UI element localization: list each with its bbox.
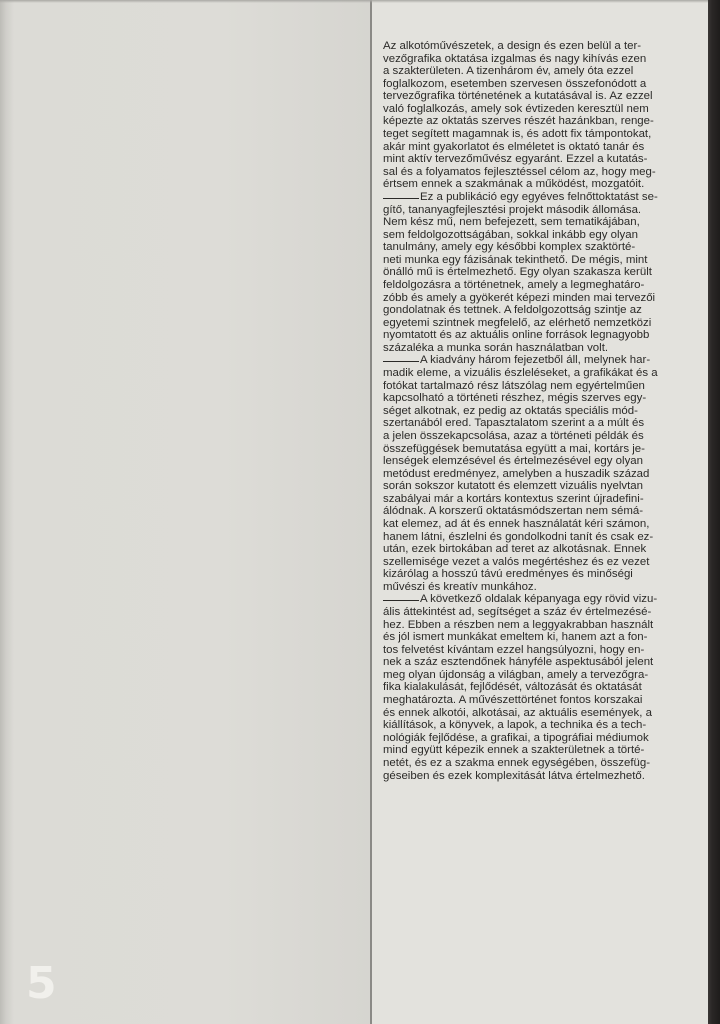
text-line-content: kapcsolható a történeti részhez, mégis szerves egy- (383, 392, 647, 405)
text-line-content: százaléka a munka során használatban volt. (383, 341, 609, 354)
text-line-content: mint aktív tervezőművész egyaránt. Ezzel a kutatás- (383, 153, 648, 166)
text-line-content: ális áttekintést ad, segítséget a száz év értelmezésé- (383, 606, 652, 619)
text-line (383, 480, 705, 493)
text-line (383, 354, 705, 367)
text-line-content: lenségek elemzésével és értelmezésével egy olyan (383, 455, 644, 468)
paragraph-indent-rule (383, 361, 419, 362)
text-line-content: gondolatnak és tettnek. A feldolgozottság szintje az (383, 304, 642, 317)
text-line-content: a jelen összekapcsolása, azaz a történeti példák és (383, 429, 644, 442)
text-line-content: neti munka egy fázisának tekinthető. De mégis, mint (383, 253, 648, 266)
text-line (383, 606, 705, 619)
text-line-content: szellemisége vezet a valós megértéshez és ez vezet (383, 555, 650, 568)
text-line (383, 279, 705, 292)
text-line-content: meghatározta. A művészettörténet fontos korszakai (383, 694, 643, 707)
text-line (383, 493, 705, 506)
text-line-content: Az alkotóművészetek, a design és ezen belül a ter- (383, 40, 642, 52)
text-line-content: metódust eredményez, amelyben a huszadik század (383, 467, 650, 480)
text-line (383, 656, 705, 669)
text-line (383, 681, 705, 694)
top-shadow (0, 0, 708, 3)
text-line-content: zóbb és amely a gyökerét képezi minden mai tervezői (383, 291, 656, 304)
text-line (383, 543, 705, 556)
text-line (383, 141, 705, 154)
text-line-content: foglalkozom, esetemben szervesen összefonódott a (383, 77, 647, 90)
paragraph (383, 40, 705, 191)
text-line-content: önálló mű is értelmezhető. Egy olyan szakasza került (383, 266, 652, 279)
text-line (383, 342, 705, 355)
text-line-content: szertanából ered. Tapasztalatom szerint a a múlt és (383, 417, 645, 430)
text-line (383, 644, 705, 657)
text-line-content: akár mint gyakorlatot és elméletet is oktató tanár és (383, 140, 645, 153)
text-line-content: és ennek alkotói, alkotásai, az aktuális események, a (383, 706, 652, 719)
text-line (383, 417, 705, 430)
text-line-content: netét, és ez a szakma ennek egységében, összefüg- (383, 756, 651, 769)
text-line (383, 292, 705, 305)
text-line (383, 669, 705, 682)
text-line (383, 191, 705, 204)
text-line-content: tervezőgrafika történetének a kutatásával is. Az ezzel (383, 90, 653, 103)
text-line (383, 178, 705, 191)
text-line (383, 304, 705, 317)
text-line-content: géseiben és ezek komplexitását látva értelmezhető. (383, 769, 645, 782)
text-line-content: kat elemez, ad át és ennek használatát kéri számon, (383, 517, 650, 530)
text-line (383, 531, 705, 544)
text-line-content: mind együtt képezik ennek a szakterületnek a törté- (383, 744, 645, 757)
text-line (383, 631, 705, 644)
paragraph (383, 191, 705, 355)
text-line (383, 166, 705, 179)
text-line (383, 317, 705, 330)
text-line (383, 744, 705, 757)
text-line-content: egyetemi szintnek megfelelő, az elérhető nemzetközi (383, 316, 652, 329)
text-line-content: összefüggések bemutatása együtt a mai, kortárs je- (383, 442, 645, 455)
text-line (383, 216, 705, 229)
text-line-content: feldolgozásra a történetnek, amely a legmeghatáro- (383, 278, 645, 291)
text-line (383, 229, 705, 242)
text-line (383, 694, 705, 707)
text-line (383, 65, 705, 78)
page-number: 5 (26, 958, 57, 1009)
text-line (383, 380, 705, 393)
text-line-content: a szakterületen. A tizenhárom év, amely óta ezzel (383, 65, 634, 78)
book-fold (370, 0, 372, 1024)
text-line (383, 443, 705, 456)
text-line (383, 241, 705, 254)
text-line (383, 367, 705, 380)
text-line-content: A kiadvány három fejezetből áll, melynek har- (420, 354, 651, 367)
text-line (383, 455, 705, 468)
text-line-content: művészi és kreatív munkához. (383, 580, 537, 593)
text-line (383, 505, 705, 518)
text-line-content: során sokszor kutatott és elemzett vizuális nyelvtan (383, 480, 644, 493)
text-line (383, 719, 705, 732)
paragraph-indent-rule (383, 600, 419, 601)
text-line-content: hez. Ebben a részben nem a leggyakrabban használt (383, 618, 654, 631)
text-line (383, 732, 705, 745)
text-line (383, 405, 705, 418)
text-line-content: nyomtatott és az aktuális online források legnagyobb (383, 329, 650, 342)
text-line (383, 329, 705, 342)
paragraph-indent-rule (383, 198, 419, 199)
text-line-content: madik eleme, a vizuális észleléseket, a grafikákat és a (383, 367, 658, 380)
text-line-content: kiállítások, a könyvek, a lapok, a technika és a tech- (383, 719, 647, 732)
text-line (383, 581, 705, 594)
text-line (383, 53, 705, 66)
text-line-content: fotókat tartalmazó rész látszólag nem egyértelműen (383, 379, 645, 392)
text-line-content: nológiák fejlődése, a grafikai, a tipográfiai médiumok (383, 731, 649, 744)
text-line (383, 128, 705, 141)
text-line-content: hanem látni, észlelni és gondolkodni tanít és csak ez- (383, 530, 654, 543)
text-line (383, 568, 705, 581)
text-line (383, 103, 705, 116)
text-line-content: szabályai már a kortárs kontextus szerint újradefini- (383, 492, 644, 505)
text-line-content: séget alkotnak, ez pedig az oktatás speciális mód- (383, 404, 638, 417)
text-line (383, 770, 705, 783)
text-line-content: álódnak. A korszerű oktatásmódszertan nem sémá- (383, 505, 644, 518)
scan-edge (708, 0, 720, 1024)
text-line (383, 254, 705, 267)
text-line-content: és jól ismert munkákat emeltem ki, hanem azt a fon- (383, 631, 648, 644)
body-text (383, 40, 705, 782)
text-line (383, 392, 705, 405)
text-line (383, 430, 705, 443)
paragraph (383, 354, 705, 593)
text-line-content: A következő oldalak képanyaga egy rövid vizu- (420, 593, 658, 606)
text-line-content: képezte az oktatás szerves részét hazánkban, renge- (383, 115, 654, 128)
text-line-content: gítő, tananyagfejlesztési projekt második állomása. (383, 203, 642, 216)
text-line (383, 757, 705, 770)
text-line-content: teget segített magamnak is, és adott fix támpontokat, (383, 128, 652, 141)
text-line-content: tos felvetést kívántam ezzel hangsúlyozni, hogy en- (383, 643, 645, 656)
text-line (383, 90, 705, 103)
text-line-content: után, ezek birtokában ad teret az alkotásnak. Ennek (383, 543, 647, 556)
text-line (383, 593, 705, 606)
text-line (383, 204, 705, 217)
text-line (383, 115, 705, 128)
text-line (383, 619, 705, 632)
text-line-content: sal és a folyamatos fejlesztéssel célom az, hogy meg- (383, 165, 656, 178)
text-line (383, 468, 705, 481)
text-line-content: Nem kész mű, nem befejezett, sem tematikájában, (383, 216, 640, 229)
paragraph (383, 593, 705, 782)
text-line (383, 707, 705, 720)
text-line-content: nek a száz esztendőnek hányféle aspektusából jelent (383, 656, 654, 669)
text-line-content: tanulmány, amely egy későbbi komplex szaktörté- (383, 241, 636, 254)
text-line (383, 518, 705, 531)
text-line-content: való foglalkozás, amely sok évtizeden keresztül nem (383, 102, 649, 115)
text-line-content: meg olyan újdonság a világban, amely a tervezőgra- (383, 668, 649, 681)
text-line-content: sem feldolgozottságában, sokkal inkább egy olyan (383, 228, 638, 241)
text-line-content: kizárólag a hosszú távú eredményes és minőségi (383, 568, 633, 581)
text-line-content: értsem ennek a szakmának a működést, mozgatóit. (383, 178, 645, 191)
text-line (383, 40, 705, 53)
text-line-content: Ez a publikáció egy egyéves felnőttoktatást se- (420, 190, 658, 203)
text-line (383, 556, 705, 569)
text-line (383, 153, 705, 166)
text-line-content: fika kialakulását, fejlődését, változását és oktatását (383, 681, 642, 694)
text-line (383, 266, 705, 279)
text-line (383, 78, 705, 91)
text-line-content: vezőgrafika oktatása izgalmas és nagy kihívás ezen (383, 52, 647, 65)
